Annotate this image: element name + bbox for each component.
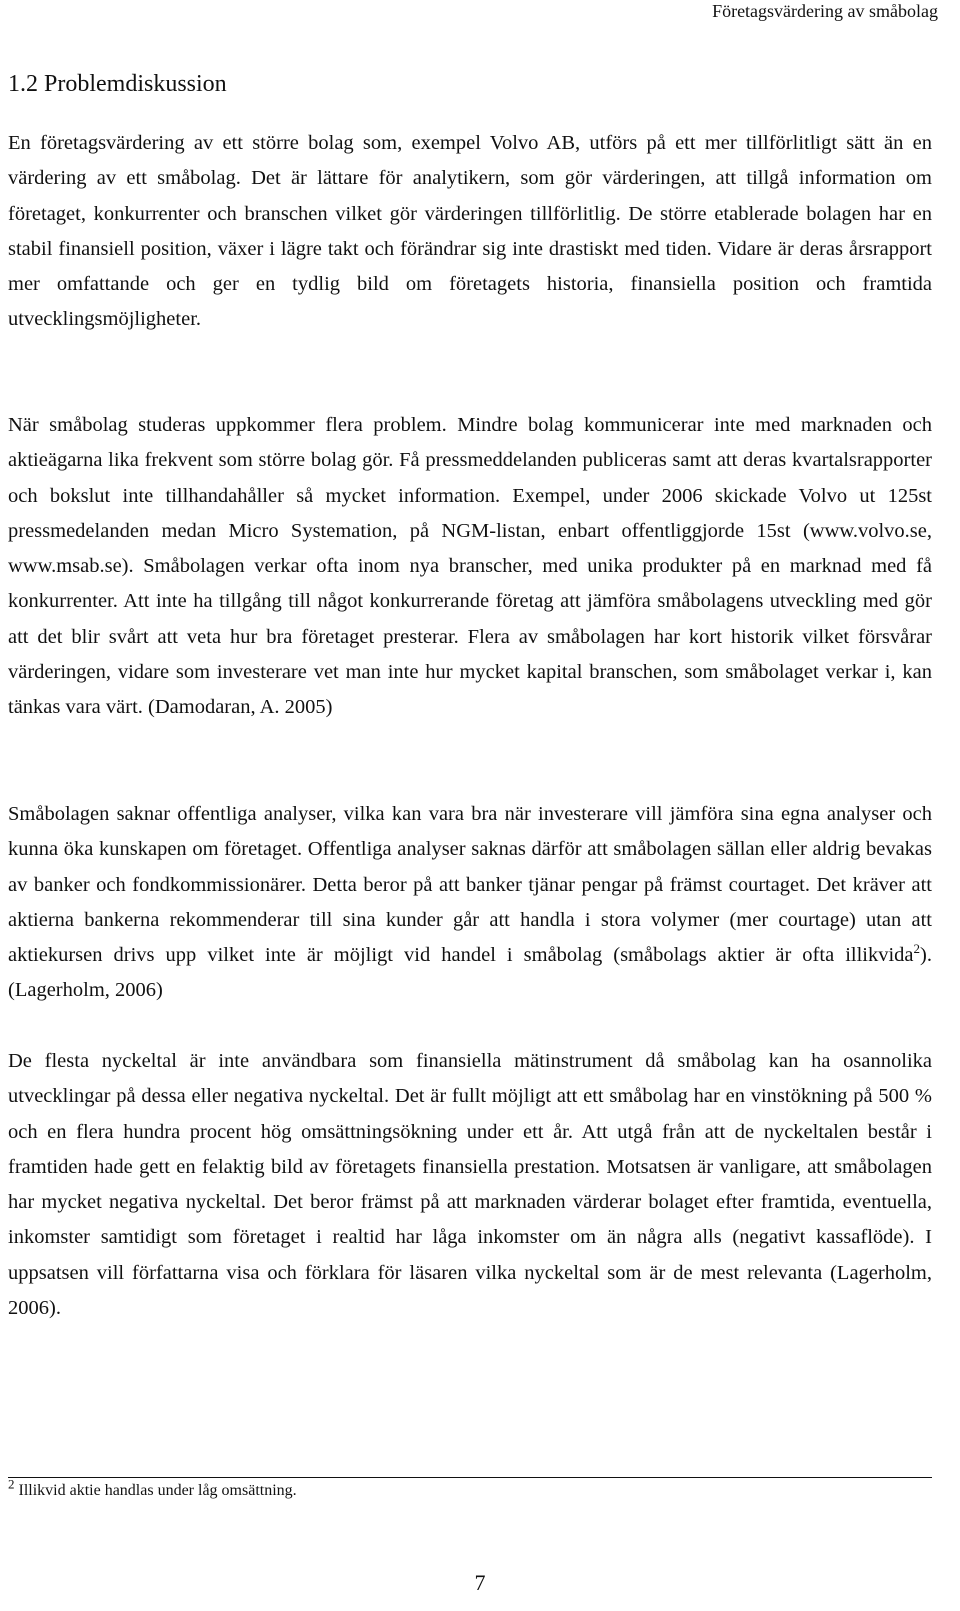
footnote-divider (8, 1477, 932, 1478)
paragraph-text: Småbolagen saknar offentliga analyser, vilka kan vara bra när investerare vill jämföra sina egna analyser och kunna öka kunskapen om företaget. Offentliga analyser saknas därför att småbolagen sällan eller aldrig bevakas av banker och fondkommissionärer. Detta beror på att banker tjänar pengar på främst courtaget. Det kräver att aktierna bankerna rekommenderar till sina kunder går att handla i stora volymer (mer courtage) utan att aktiekursen drivs upp vilket inte är möjligt vid handel i småbolag (småbolags aktier är ofta illikvida (8, 803, 932, 967)
paragraph (8, 797, 932, 1009)
paragraph: En företagsvärdering av ett större bolag som, exempel Volvo AB, utförs på ett mer tillförlitligt sätt än en värdering av ett småbolag. Det är lättare för analytikern, som gör värderingen, att tillgå information om företaget, konkurrenter och branschen vilket gör värderingen tillförlitlig. De större etablerade bolagen har en stabil finansiell position, växer i lägre takt och förändrar sig inte drastiskt med tiden. Vidare är deras årsrapport mer omfattande och ger en tydlig bild om företagets historia, finansiella position och framtida utvecklingsmöjligheter. (8, 132, 932, 331)
footnote-number: 2 (8, 1476, 15, 1492)
page-number: 7 (474, 1570, 486, 1595)
running-header: Företagsvärdering av småbolag (712, 1, 938, 21)
footnote (8, 1476, 297, 1502)
paragraph-text: ). (Lagerholm, 2006) (8, 944, 932, 1002)
footnote-text: Illikvid aktie handlas under låg omsättning. (18, 1482, 297, 1499)
footnote-reference[interactable]: 2 (913, 941, 921, 957)
section-heading: 1.2 Problemdiskussion (8, 71, 227, 97)
paragraph: De flesta nyckeltal är inte användbara som finansiella mätinstrument då småbolag kan ha osannolika utvecklingar på dessa eller negativa nyckeltal. Det är fullt möjligt att ett småbolag har en vinstökning på 500 % och en flera hundra procent hög omsättningsökning under ett år. Att utgå från att de nyckeltalen består i framtiden hade gett en felaktig bild av företagets finansiella prestation. Motsatsen är vanligare, att småbolagen har mycket negativa nyckeltal. Det beror främst på att marknaden värderar bolaget efter framtida, eventuella, inkomster samtidigt som företaget i realtid har låga inkomster om än några alls (negativt kassaflöde). I uppsatsen vill författarna visa och förklara för läsaren vilka nyckeltal som är de mest relevanta (Lagerholm, 2006). (8, 1050, 932, 1320)
paragraph: När småbolag studeras uppkommer flera problem. Mindre bolag kommunicerar inte med marknaden och aktieägarna lika frekvent som större bolag gör. Få pressmeddelanden publiceras samt att deras kvartalsrapporter och bokslut inte tillhandahåller så mycket information. Exempel, under 2006 skickade Volvo ut 125st pressmedelanden medan Micro Systemation, på NGM-listan, enbart offentliggjorde 15st (www.volvo.se, www.msab.se). Småbolagen verkar ofta inom nya branscher, med unika produkter på en marknad med få konkurrenter. Att inte ha tillgång till något konkurrerande företag att jämföra småbolagens utveckling med gör att det blir svårt att veta hur bra företaget presterar. Flera av småbolagen har kort historik vilket försvårar värderingen, vidare som investerare vet man inte hur mycket kapital branschen, som småbolaget verkar i, kan tänkas vara värt. (Damodaran, A. 2005) (8, 414, 932, 719)
